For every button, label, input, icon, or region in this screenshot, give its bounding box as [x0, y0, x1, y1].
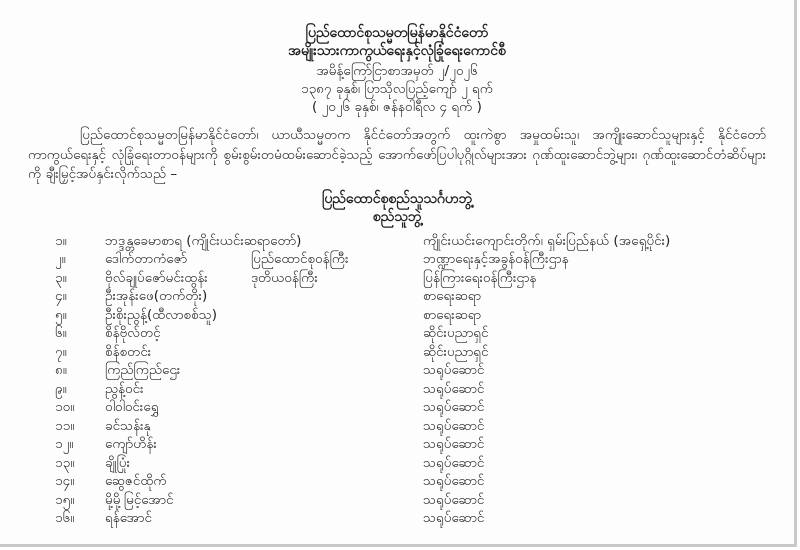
recipient-name: ညွန့်ဝင်း: [105, 380, 144, 397]
recipient-number: ၆။: [55, 325, 67, 341]
recipient-description: ဆိုင်းပညာရှင်: [423, 343, 489, 360]
recipient-name: စိန်စတင်း: [105, 343, 152, 360]
recipient-name-cell: [105, 381, 423, 398]
recipient-number: ၁၂။: [55, 436, 74, 452]
recipient-row: [55, 288, 774, 305]
recipient-description: ပြန်ကြားရေးဝန်ကြီးဌာန: [423, 269, 537, 286]
recipient-number: ၁၆။: [55, 510, 75, 526]
recipient-number: ၂။: [55, 251, 66, 267]
state-title-line: ပြည်ထောင်စုသမ္မတမြန်မာနိုင်ငံတော်: [305, 25, 489, 41]
recipient-number: ၁။: [55, 232, 67, 249]
recipient-description: သရုပ်ဆောင်: [423, 380, 485, 397]
recipient-name: စိန်ဗိုလ်တင့်: [105, 325, 161, 341]
recipient-row: [55, 344, 774, 361]
recipient-description: စာရေးဆရာ: [423, 288, 482, 304]
recipient-description: သရုပ်ဆောင်: [423, 473, 485, 489]
recipient-row: [55, 510, 774, 527]
council-title-line: အမျိုးသားကာကွယ်ရေးနှင့်လုံခြုံရေးကောင်စီ: [288, 43, 506, 59]
recipient-name: မို့မို့မြင့်အောင်: [105, 491, 174, 508]
recipient-position: ပြည်ထောင်စုဝန်ကြီး: [251, 251, 349, 267]
myanmar-date-line: ၁၃၈၇ ခုနှစ်၊ ပြာသိုလပြည့်ကျော် ၂ ရက်: [300, 81, 494, 97]
recipient-row: [55, 418, 774, 435]
award-title-secondary: စည်သူဘွဲ့: [372, 208, 422, 225]
recipient-number: ၁၃။: [55, 454, 75, 471]
recipient-description: သရုပ်ဆောင်: [423, 362, 485, 378]
recipient-row: [55, 307, 774, 324]
recipient-row: [55, 325, 774, 342]
recipient-list: [55, 233, 774, 527]
recipient-row: [55, 399, 774, 416]
recipient-name-cell: [105, 436, 423, 453]
recipient-row: [55, 381, 774, 398]
recipient-row: [55, 455, 774, 472]
recipient-description: ဘဏ္ဍာရေးနှင့်အခွန်ဝန်ကြီးဌာန: [423, 251, 569, 267]
gregorian-date-line: ( ၂၀၂၆ ခုနှစ်၊ ဇန်နဝါရီလ ၄ ရက် ): [312, 99, 482, 115]
recipient-name-cell: [105, 455, 423, 472]
recipient-row: [55, 473, 774, 490]
recipient-description: သရုပ်ဆောင်: [423, 491, 485, 508]
recipient-name-cell: [105, 233, 423, 250]
recipient-description: သရုပ်ဆောင်: [423, 399, 485, 415]
recipient-number: ၈။: [55, 362, 67, 378]
recipient-name: ချိုပြုံး: [105, 454, 131, 471]
recipient-description: သရုပ်ဆောင်: [423, 417, 485, 434]
recipient-row: [55, 436, 774, 453]
recipient-name-cell: [105, 510, 423, 527]
recipient-row: [55, 251, 774, 268]
recipient-number: ၇။: [55, 343, 67, 360]
recipient-name: ကျော်ဟိန်း: [105, 436, 157, 452]
order-number-line: အမိန့်ကြော်ငြာစာအမှတ် ၂/၂၀၂၆: [316, 63, 478, 79]
recipient-name-cell: [105, 362, 423, 379]
recipient-number: ၄။: [55, 288, 67, 304]
recipient-name-cell: [105, 270, 423, 287]
recipient-name: ဦးအုန်းဖေ(တက်တိုး): [105, 288, 208, 304]
recipient-name: ဦးစိုးညွန့်(ထီလာစစ်သူ): [105, 306, 218, 323]
recipient-name: ကြည်ကြည်ဌေး: [105, 362, 181, 378]
recipient-name-cell: [105, 344, 423, 361]
recipient-name: ဗိုလ်ချုပ်ဇော်မင်းထွန်း: [105, 269, 208, 286]
recipient-number: ၁၀။: [55, 399, 75, 415]
recipient-name: ရန်အောင်: [105, 510, 152, 526]
recipient-description: ဆိုင်းပညာရှင်: [423, 325, 489, 341]
body-paragraph: ပြည်ထောင်စုသမ္မတမြန်မာနိုင်ငံတော်၊ ယာယီသမ္မတက နိုင်ငံတော်အတွက် ထူးကဲစွာ အမှုထမ်းသူ၊ အကျိုးဆောင်သူများနှင့် နိုင်ငံတော်ကာကွယ်ရေးနှင့် လုံခြုံရေးတာဝန်များကို စွမ်းစွမ်းတမံထမ်းဆောင်ခဲ့သည့် အောက်ဖော်ပြပါပုဂ္ဂိုလ်များအား ဂုဏ်ထူးဆောင်ဘွဲ့များ၊ ဂုဏ်ထူးဆောင်တံဆိပ်များကို ချီးမြှင့်အပ်နှင်းလိုက်သည် –: [28, 127, 766, 182]
recipient-row: [55, 233, 774, 250]
recipient-name-cell: [105, 288, 423, 305]
recipient-number: ၉။: [55, 380, 67, 397]
recipient-name-cell: [105, 473, 423, 490]
recipient-name-cell: [105, 251, 423, 268]
recipient-row: [55, 362, 774, 379]
recipient-number: ၃။: [55, 269, 67, 286]
recipient-name: ဆွေဇင်ထိုက်: [105, 473, 167, 489]
recipient-name-cell: [105, 418, 423, 435]
recipient-row: [55, 270, 774, 287]
recipient-description: သရုပ်ဆောင်: [423, 454, 485, 471]
recipient-description: သရုပ်ဆောင်: [423, 510, 485, 526]
award-title-primary: ပြည်ထောင်စုစည်သူသင်္ဂဟဘွဲ့: [321, 190, 473, 207]
recipient-description: သရုပ်ဆောင်: [423, 436, 485, 452]
recipient-description: စာရေးဆရာ: [423, 306, 482, 323]
recipient-description: ကျိုင်းယင်းကျောင်းတိုက်၊ ရှမ်းပြည်နယ် (အရှေ့ပိုင်း): [423, 232, 671, 249]
recipient-name-cell: [105, 307, 423, 324]
recipient-name: ဘဒ္ဒန္တခေမာစာရ (ကျိုင်းယင်းဆရာတော်): [105, 232, 302, 249]
recipient-number: ၅။: [55, 306, 67, 323]
recipient-number: ၁၄။: [55, 473, 75, 489]
recipient-name: ဒေါက်တာကံဇော်: [105, 251, 188, 267]
recipient-number: ၁၁။: [55, 417, 75, 434]
recipient-name: ဝါဝါဝင်းရွှေ: [105, 399, 159, 415]
recipient-row: [55, 492, 774, 509]
recipient-name-cell: [105, 492, 423, 509]
recipient-number: ၁၅။: [55, 491, 75, 508]
recipient-name-cell: [105, 399, 423, 416]
recipient-position: ဒုတိယဝန်ကြီး: [251, 269, 318, 286]
recipient-name-cell: [105, 325, 423, 342]
recipient-name: ခင်သန်းနု: [105, 417, 151, 434]
